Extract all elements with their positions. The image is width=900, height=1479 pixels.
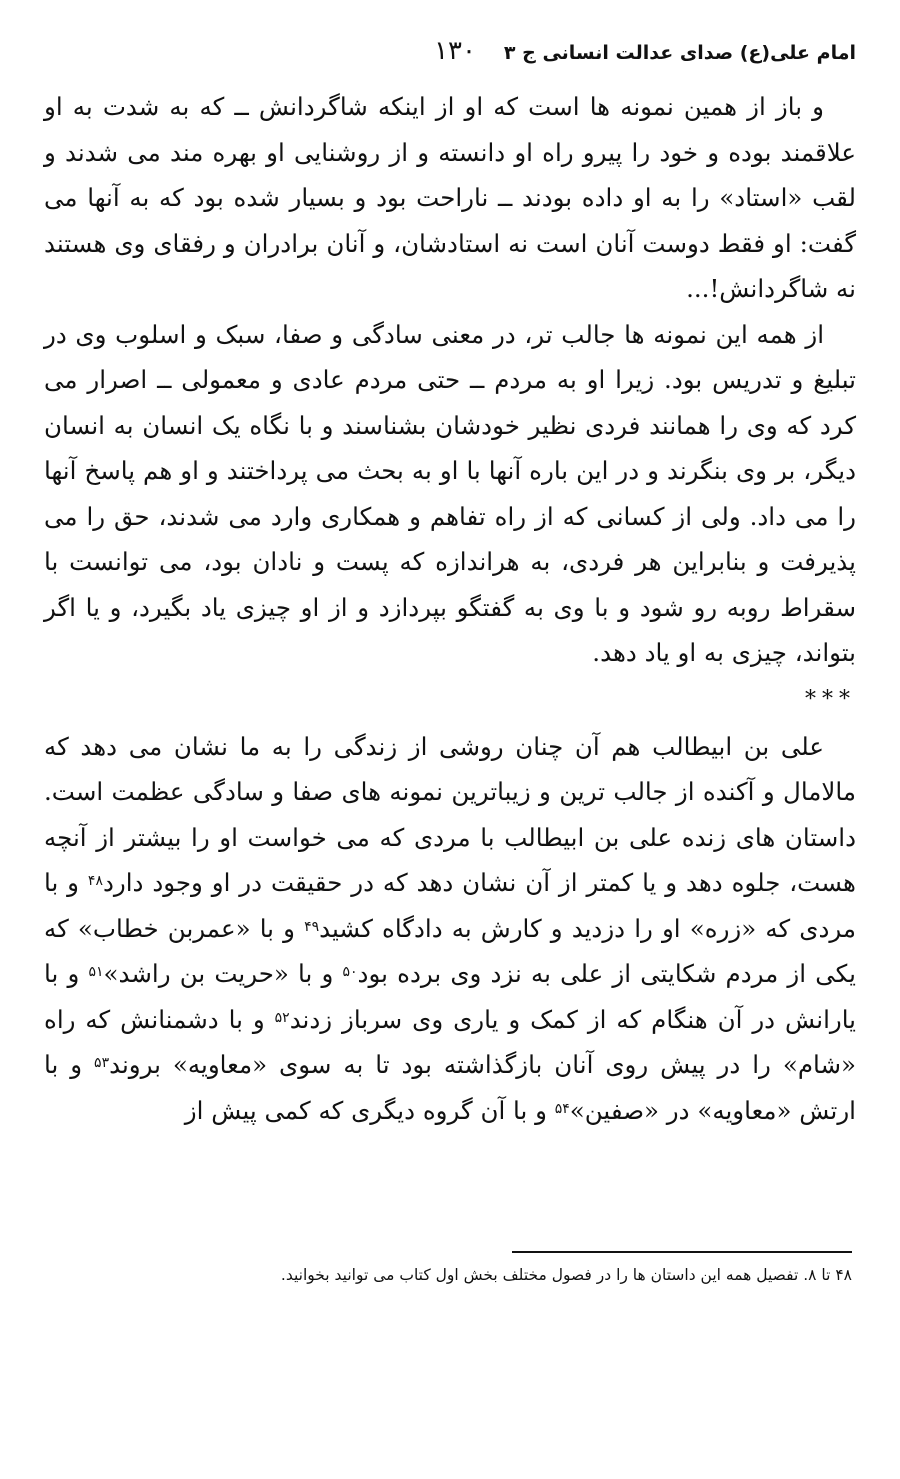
paragraph-3-segment: و با مردی که «زره» او را دزدید و کارش به دادگاه کشید	[44, 868, 856, 943]
section-separator: ***	[805, 686, 856, 712]
footnote-divider	[512, 1251, 852, 1253]
footnote-ref-48[interactable]: ۴۸	[87, 873, 103, 889]
footnote-ref-52[interactable]: ۵۲	[274, 1009, 290, 1026]
running-title: امام علی(ع) صدای عدالت انسانی ج ۳	[503, 42, 856, 64]
paragraph-1: و باز از همین نمونه ها است که او از اینکه شاگردانش ــ که به شدت به او علاقمند بوده و خود را پیرو راه او دانسته و از روشنایی او بهره مند می شدند و لقب «استاد» را به او داده بودند ــ ناراحت بود و بسیار شده بود که به آنها می گفت: او فقط دوست آنان است نه استادشان، و آنان برادران و رفقای وی هستند نه شاگردانش!...	[44, 92, 856, 303]
page-number: ۱۳۰	[434, 36, 476, 66]
paragraph-3-segment: و با «حریت بن راشد»	[103, 959, 343, 988]
footnote: ۴۸ تا ۸. تفصیل همه این داستان ها را در فصول مختلف بخش اول کتاب می توانید بخوانید.	[280, 1266, 852, 1284]
paragraph-3-segment: و با یارانش در آن هنگام که از کمک و یاری وی سرباز زدند	[44, 959, 856, 1034]
footnote-ref-49[interactable]: ۴۹	[304, 918, 320, 935]
paragraph-3-segment: و با ارتش «معاویه» در «صفین»	[44, 1050, 856, 1125]
footnote-ref-50[interactable]: ۵۰	[342, 964, 358, 980]
paragraph-3-segment: و با دشمنانش که راه «شام» را در پیش روی آنان بازگذاشته بود تا به سوی «معاویه» بروند	[44, 1004, 856, 1079]
paragraph-3	[44, 724, 856, 1134]
paragraph-2: از همه این نمونه ها جالب تر، در معنی سادگی و صفا، سبک و اسلوب وی در تبلیغ و تدریس بود. زیرا او به مردم ــ حتی مردم عادی و معمولی ــ اصرار می کرد که وی را همانند فردی نظیر خودشان بشناسند و با نگاه یک انسان به انسان دیگر، بر وی بنگرند و در این باره آنها با او به بحث می پرداختند و او هم پاسخ آنها را می داد. ولی از کسانی که از راه تفاهم و همکاری وارد می شدند، حق را می پذیرفت و بنابراین هر فردی، به هراندازه که پست و نادان بود، می توانست با سقراط روبه رو شود و با وی به گفتگو بپردازد و از او چیزی یاد بگیرد، و یا اگر بتواند، چیزی به او یاد دهد.	[44, 319, 856, 667]
page-header	[40, 36, 856, 76]
footnote-ref-51[interactable]: ۵۱	[88, 964, 104, 980]
footnote-ref-53[interactable]: ۵۳	[94, 1055, 110, 1071]
paragraph-3-segment: علی بن ابیطالب هم آن چنان روشی از زندگی را به ما نشان می دهد که مالامال و آکنده از جالب ترین و زیباترین نمونه های صفا و سادگی عظمت است. داستان های زنده علی بن ابیطالب با مردی که می خواست او را بیشتر از آنچه هست، جلوه دهد و یا کمتر از آن نشان دهد که در حقیقت در او وجود دارد	[44, 731, 856, 897]
paragraph-3-segment: و با «عمربن خطاب» که یکی از مردم شکایتی از علی به نزد وی برده بود	[44, 913, 856, 988]
footnote-ref-54[interactable]: ۵۴	[554, 1100, 570, 1117]
paragraph-3-segment: و با آن گروه دیگری که کمی پیش از	[184, 1095, 555, 1125]
body-text	[44, 84, 856, 1133]
